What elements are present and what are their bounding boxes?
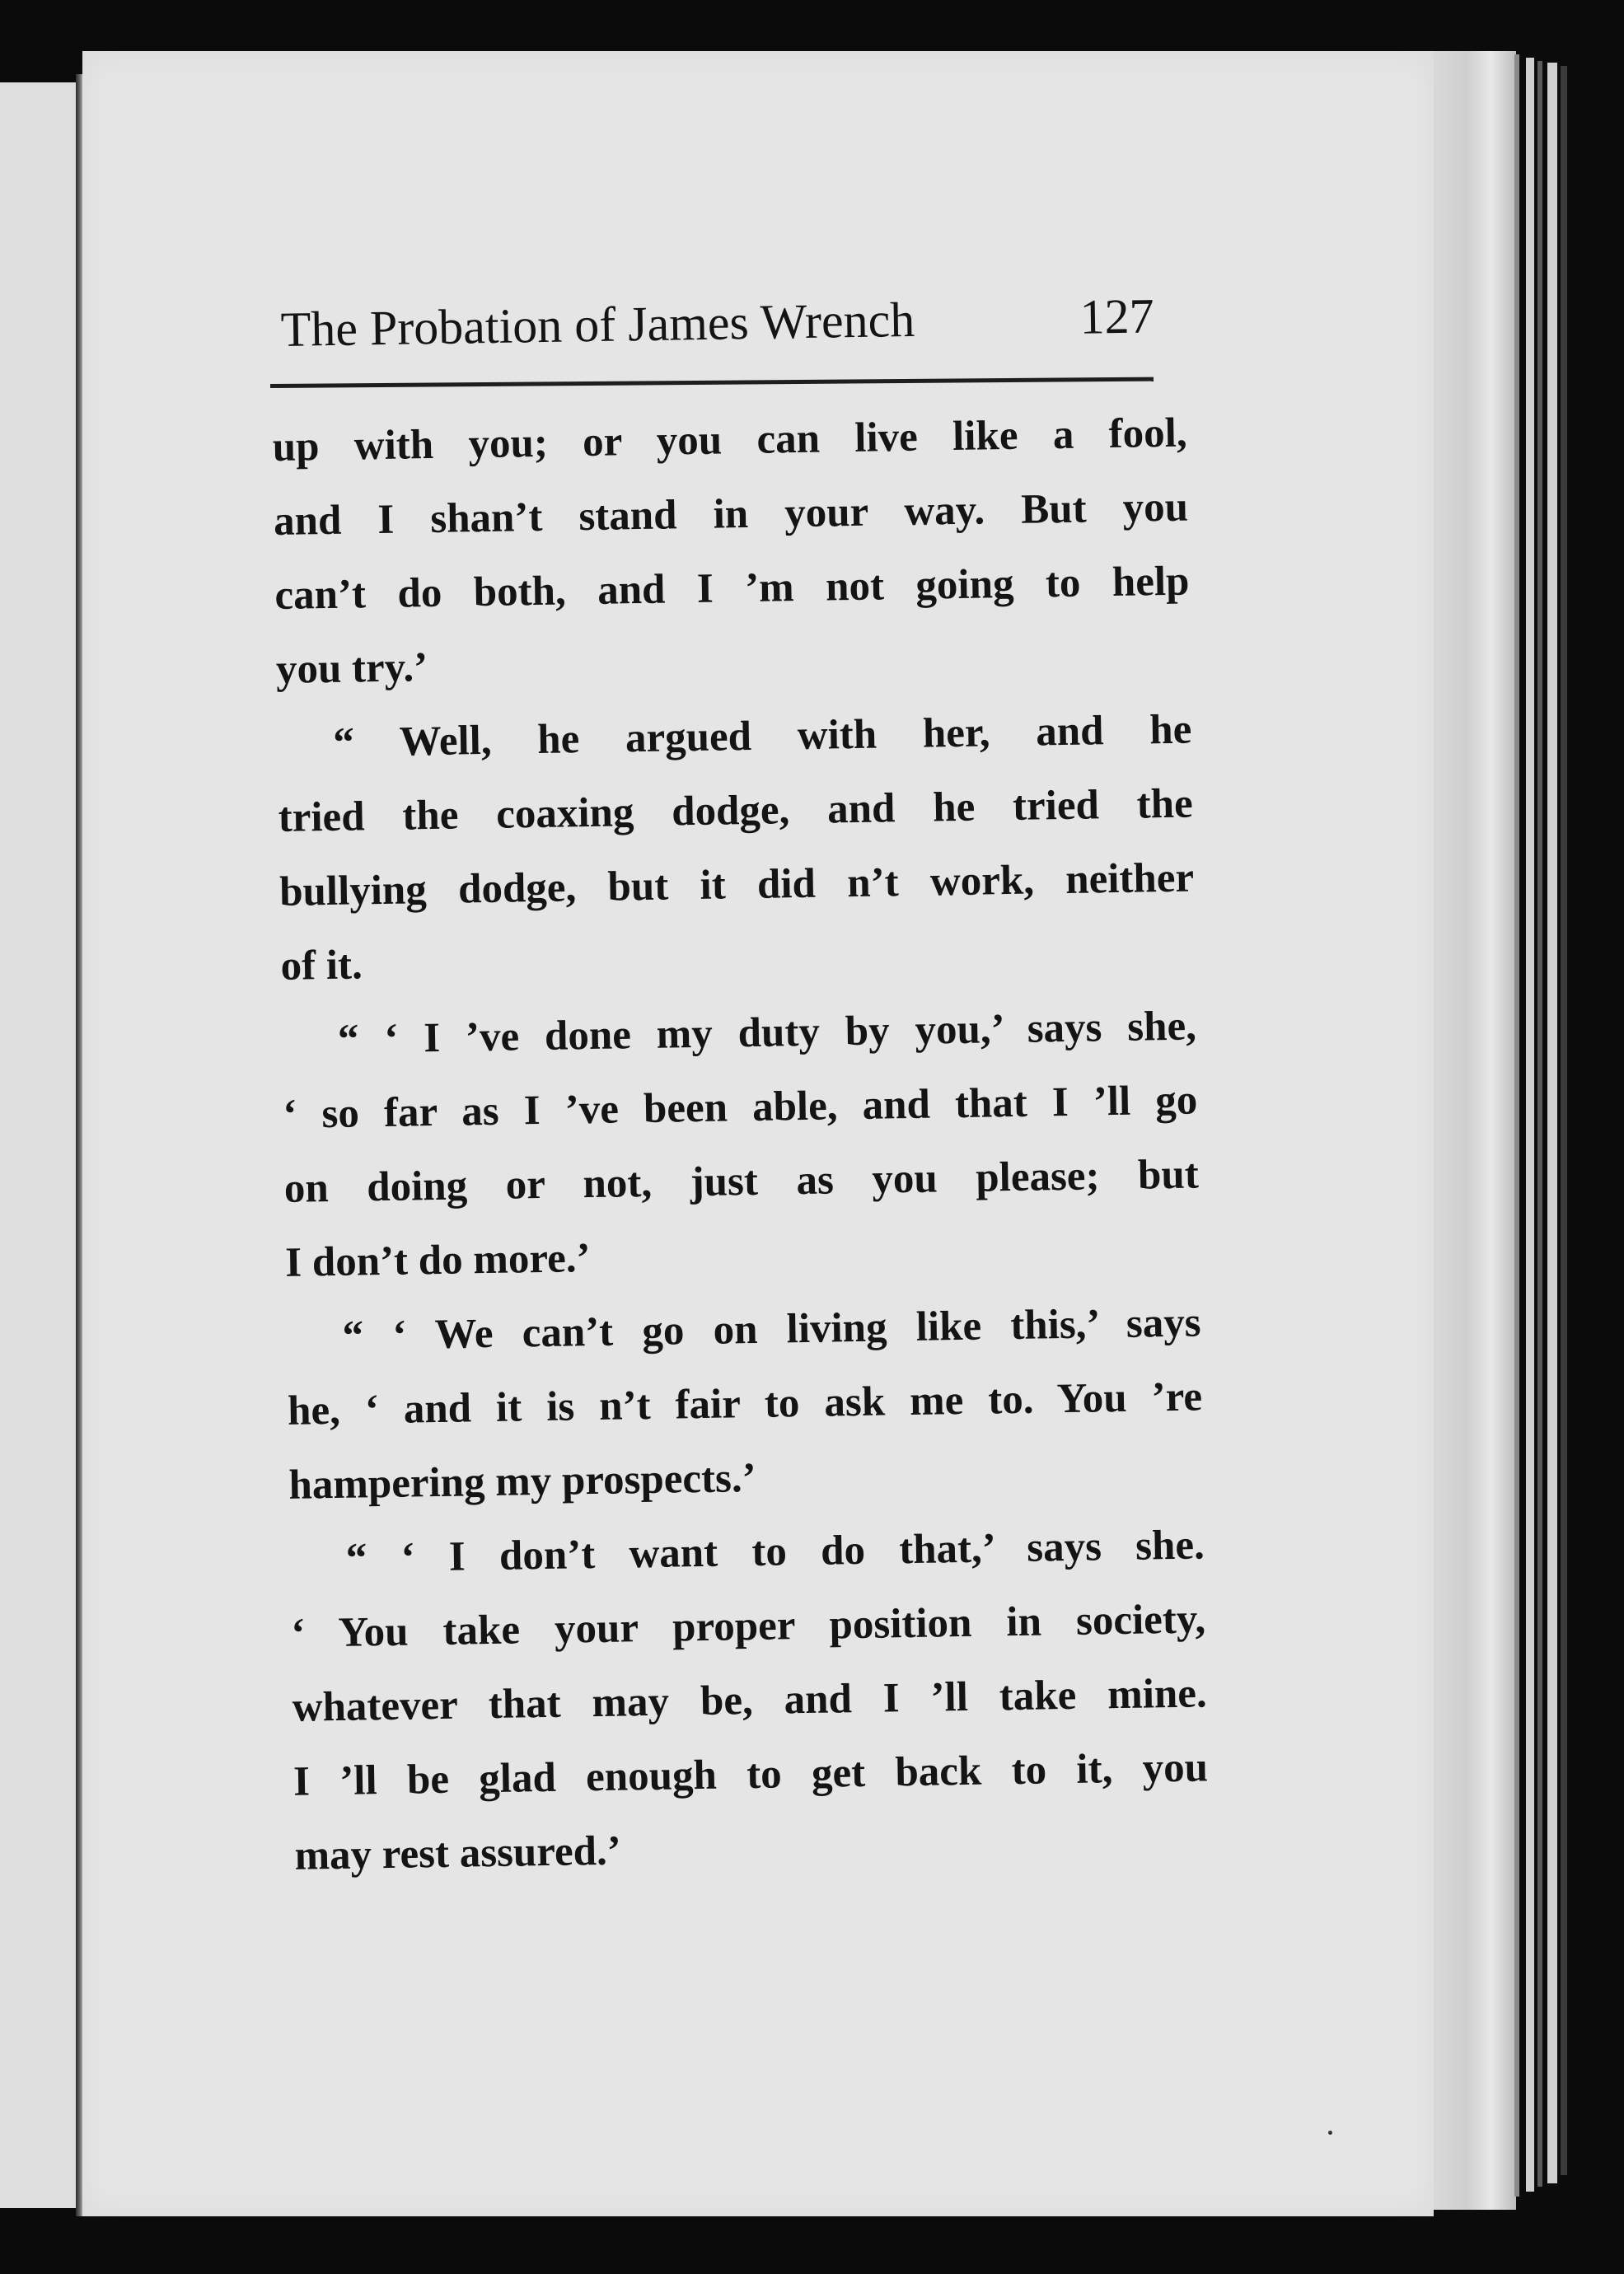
text-line: “ ‘ We can’t go on living like this,’ says: [342, 1299, 1201, 1359]
text-line: whatever that may be, and I ’ll take mine.: [292, 1670, 1208, 1731]
text-line: may rest assured.’: [294, 1827, 622, 1879]
text-line: ‘ so far as I ’ve been able, and that I ’ll go: [282, 1077, 1198, 1138]
page-edge-line: [1547, 63, 1557, 2183]
text-line: “ Well, he argued with her, and he: [332, 706, 1192, 766]
scan-speck: [1328, 2131, 1332, 2135]
text-line: you try.’: [275, 644, 428, 693]
running-title: The Probation of James Wrench: [280, 292, 915, 357]
page-edge-line: [1526, 58, 1534, 2192]
page-stack-edge: [1434, 51, 1516, 2210]
text-line: hampering my prospects.’: [288, 1454, 757, 1509]
text-line: “ ‘ I don’t want to do that,’ says she.: [345, 1522, 1205, 1582]
text-line: can’t do both, and I ’m not going to help: [274, 558, 1190, 619]
text-line: of it.: [280, 942, 363, 990]
text-line: bullying dodge, but it did n’t work, neither: [278, 854, 1195, 915]
page-number: 127: [1079, 288, 1155, 344]
text-line: he, ‘ and it is n’t fair to ask me to. You ’re: [287, 1373, 1203, 1434]
text-line: and I shan’t stand in your way. But you: [273, 484, 1189, 545]
running-head: [280, 283, 1154, 363]
text-line: I ’ll be glad enough to get back to it, you: [293, 1744, 1209, 1805]
text-line: on doing or not, just as you please; but: [283, 1151, 1200, 1212]
body-text: [272, 396, 1210, 1893]
page-edge-line: [1514, 54, 1519, 2197]
text-line: I don’t do more.’: [284, 1235, 591, 1286]
text-line: up with you; or you can live like a fool,: [272, 409, 1188, 470]
text-line: ‘ You take your proper position in society,: [290, 1596, 1206, 1657]
facing-page-edge: [0, 82, 81, 2208]
text-line: tried the coaxing dodge, and he tried the: [278, 780, 1194, 841]
page-edge-line: [1537, 61, 1542, 2187]
text-line: “ ‘ I ’ve done my duty by you,’ says she,: [337, 1003, 1197, 1063]
page-edge-line: [1561, 66, 1567, 2175]
